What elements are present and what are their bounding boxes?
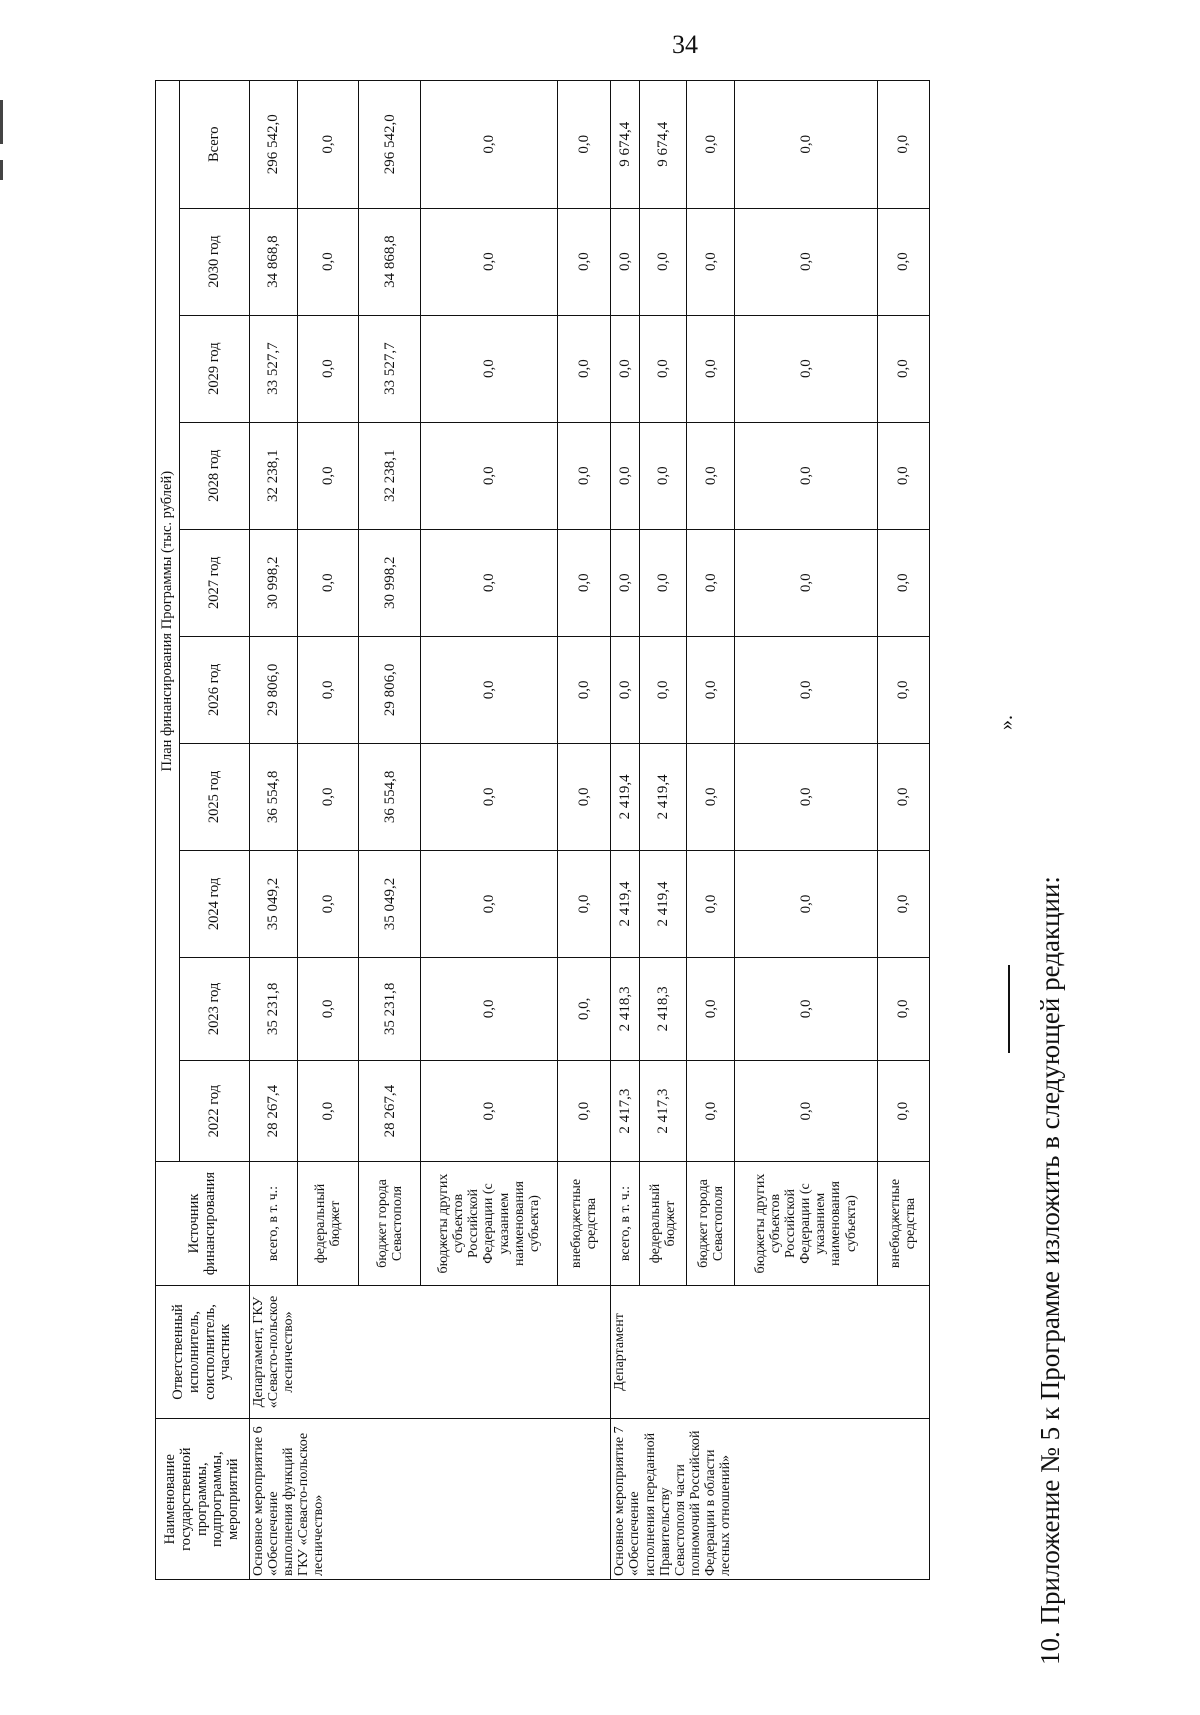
year-value-cell: 36 554,8 <box>359 743 421 850</box>
total-value-cell: 0,0 <box>297 81 359 209</box>
year-value-cell: 0,0 <box>421 850 558 957</box>
year-value-cell: 0,0 <box>877 957 929 1060</box>
year-value-cell: 0,0 <box>421 422 558 529</box>
funding-source-cell: бюджет города Севастополя <box>687 1162 735 1285</box>
header-year: 2022 год <box>180 1060 250 1162</box>
header-plan: План финансирования Программы (тыс. рублей) <box>156 81 180 1162</box>
executor-cell: Департамент <box>611 1285 930 1419</box>
year-value-cell: 0,0 <box>611 636 640 743</box>
year-value-cell: 0,0 <box>297 636 359 743</box>
header-total: Всего <box>180 81 250 209</box>
year-value-cell: 0,0 <box>734 208 877 315</box>
table-row <box>250 81 298 1580</box>
year-value-cell: 0,0 <box>734 422 877 529</box>
year-value-cell: 0,0 <box>297 1060 359 1162</box>
activity-name: Основное мероприятие 7 «Обеспечение исполнения переданной Правительству Севастополя части полномочий Российской Федерации в области лесных отношений» <box>611 1419 930 1580</box>
year-value-cell: 2 418,3 <box>611 957 640 1060</box>
year-value-cell: 30 998,2 <box>359 529 421 636</box>
year-value-cell: 0,0 <box>734 850 877 957</box>
year-value-cell: 0,0 <box>734 743 877 850</box>
year-value-cell: 0,0 <box>687 529 735 636</box>
year-value-cell: 0,0 <box>639 529 687 636</box>
rotated-table-area <box>155 80 935 1580</box>
year-value-cell: 0,0 <box>639 208 687 315</box>
funding-source-cell: бюджеты других субъектов Российской Федерации (с указанием наименования субъекта) <box>421 1162 558 1285</box>
year-value-cell: 0,0 <box>639 315 687 422</box>
header-row-top <box>156 81 180 1580</box>
year-value-cell: 0,0 <box>734 636 877 743</box>
year-value-cell: 0,0, <box>557 957 610 1060</box>
year-value-cell: 0,0 <box>877 422 929 529</box>
year-value-cell: 0,0 <box>557 636 610 743</box>
year-value-cell: 2 419,4 <box>611 850 640 957</box>
year-value-cell: 0,0 <box>687 1060 735 1162</box>
year-value-cell: 29 806,0 <box>359 636 421 743</box>
closing-rule <box>1008 965 1010 1053</box>
year-value-cell: 35 231,8 <box>359 957 421 1060</box>
year-value-cell: 2 417,3 <box>639 1060 687 1162</box>
funding-source-cell: внебюджетные средства <box>877 1162 929 1285</box>
total-value-cell: 296 542,0 <box>359 81 421 209</box>
total-value-cell: 0,0 <box>557 81 610 209</box>
scan-margin-mark <box>0 100 3 144</box>
table-row <box>611 81 640 1580</box>
year-value-cell: 0,0 <box>297 957 359 1060</box>
year-value-cell: 0,0 <box>421 957 558 1060</box>
year-value-cell: 0,0 <box>557 529 610 636</box>
total-value-cell: 0,0 <box>877 81 929 209</box>
year-value-cell: 0,0 <box>297 208 359 315</box>
year-value-cell: 35 049,2 <box>359 850 421 957</box>
year-value-cell: 0,0 <box>557 422 610 529</box>
year-value-cell: 28 267,4 <box>250 1060 298 1162</box>
header-executor: Ответственный исполнитель, соисполнитель, участник <box>156 1285 250 1419</box>
closing-quote-mark: ». <box>995 715 1017 730</box>
total-value-cell: 0,0 <box>734 81 877 209</box>
page-number: 34 <box>672 30 698 59</box>
year-value-cell: 0,0 <box>557 1060 610 1162</box>
year-value-cell: 32 238,1 <box>359 422 421 529</box>
year-value-cell: 0,0 <box>611 422 640 529</box>
table-body <box>250 81 930 1580</box>
funding-source-cell: бюджеты других субъектов Российской Федерации (с указанием наименования субъекта) <box>734 1162 877 1285</box>
year-value-cell: 2 418,3 <box>639 957 687 1060</box>
year-value-cell: 0,0 <box>734 957 877 1060</box>
header-year: 2024 год <box>180 850 250 957</box>
funding-source-cell: всего, в т. ч.: <box>250 1162 298 1285</box>
activity-name: Основное мероприятие 6 «Обеспечение выполнения функций ГКУ «Севасто-польское лесничество» <box>250 1419 611 1580</box>
year-value-cell: 0,0 <box>877 743 929 850</box>
year-value-cell: 0,0 <box>639 636 687 743</box>
total-value-cell: 9 674,4 <box>639 81 687 209</box>
total-value-cell: 296 542,0 <box>250 81 298 209</box>
year-value-cell: 0,0 <box>297 850 359 957</box>
year-value-cell: 30 998,2 <box>250 529 298 636</box>
year-value-cell: 0,0 <box>639 422 687 529</box>
funding-source-cell: всего, в т. ч.: <box>611 1162 640 1285</box>
year-value-cell: 0,0 <box>687 850 735 957</box>
header-year: 2028 год <box>180 422 250 529</box>
header-year: 2026 год <box>180 636 250 743</box>
year-value-cell: 0,0 <box>734 529 877 636</box>
total-value-cell: 0,0 <box>687 81 735 209</box>
financing-plan-table <box>155 80 930 1580</box>
header-year: 2030 год <box>180 208 250 315</box>
executor-cell: Департамент, ГКУ «Севасто-польское лесничество» <box>250 1285 611 1419</box>
year-value-cell: 35 049,2 <box>250 850 298 957</box>
year-value-cell: 29 806,0 <box>250 636 298 743</box>
header-year: 2025 год <box>180 743 250 850</box>
year-value-cell: 0,0 <box>557 315 610 422</box>
year-value-cell: 28 267,4 <box>359 1060 421 1162</box>
year-value-cell: 0,0 <box>687 957 735 1060</box>
scan-margin-mark <box>0 160 3 180</box>
year-value-cell: 32 238,1 <box>250 422 298 529</box>
year-value-cell: 0,0 <box>557 208 610 315</box>
year-value-cell: 2 419,4 <box>639 850 687 957</box>
year-value-cell: 0,0 <box>611 208 640 315</box>
year-value-cell: 0,0 <box>297 422 359 529</box>
year-value-cell: 36 554,8 <box>250 743 298 850</box>
year-value-cell: 34 868,8 <box>250 208 298 315</box>
year-value-cell: 0,0 <box>877 850 929 957</box>
amendment-text: 10. Приложение № 5 к Программе изложить в следующей редакции: <box>1035 876 1065 1665</box>
year-value-cell: 0,0 <box>421 529 558 636</box>
year-value-cell: 0,0 <box>687 422 735 529</box>
funding-source-cell: бюджет города Севастополя <box>359 1162 421 1285</box>
year-value-cell: 0,0 <box>297 743 359 850</box>
year-value-cell: 0,0 <box>734 315 877 422</box>
year-value-cell: 33 527,7 <box>250 315 298 422</box>
funding-source-cell: федеральный бюджет <box>297 1162 359 1285</box>
total-value-cell: 9 674,4 <box>611 81 640 209</box>
header-name: Наименование государственной программы, подпрограммы, мероприятий <box>156 1419 250 1580</box>
year-value-cell: 0,0 <box>557 743 610 850</box>
year-value-cell: 0,0 <box>687 315 735 422</box>
funding-source-cell: федеральный бюджет <box>639 1162 687 1285</box>
year-value-cell: 0,0 <box>611 529 640 636</box>
header-year: 2023 год <box>180 957 250 1060</box>
year-value-cell: 0,0 <box>611 315 640 422</box>
year-value-cell: 0,0 <box>687 208 735 315</box>
year-value-cell: 0,0 <box>877 208 929 315</box>
year-value-cell: 0,0 <box>421 1060 558 1162</box>
year-value-cell: 0,0 <box>687 743 735 850</box>
header-year: 2027 год <box>180 529 250 636</box>
year-value-cell: 0,0 <box>421 743 558 850</box>
year-value-cell: 0,0 <box>877 1060 929 1162</box>
year-value-cell: 0,0 <box>297 529 359 636</box>
total-value-cell: 0,0 <box>421 81 558 209</box>
year-value-cell: 34 868,8 <box>359 208 421 315</box>
year-value-cell: 2 419,4 <box>611 743 640 850</box>
year-value-cell: 2 419,4 <box>639 743 687 850</box>
year-value-cell: 0,0 <box>877 636 929 743</box>
year-value-cell: 0,0 <box>557 850 610 957</box>
year-value-cell: 0,0 <box>877 315 929 422</box>
funding-source-cell: внебюджетные средства <box>557 1162 610 1285</box>
header-year: 2029 год <box>180 315 250 422</box>
year-value-cell: 0,0 <box>421 315 558 422</box>
year-value-cell: 35 231,8 <box>250 957 298 1060</box>
year-value-cell: 0,0 <box>877 529 929 636</box>
year-value-cell: 33 527,7 <box>359 315 421 422</box>
year-value-cell: 0,0 <box>687 636 735 743</box>
year-value-cell: 2 417,3 <box>611 1060 640 1162</box>
year-value-cell: 0,0 <box>421 208 558 315</box>
header-source: Источник финансирования <box>156 1162 250 1285</box>
year-value-cell: 0,0 <box>297 315 359 422</box>
year-value-cell: 0,0 <box>421 636 558 743</box>
year-value-cell: 0,0 <box>734 1060 877 1162</box>
